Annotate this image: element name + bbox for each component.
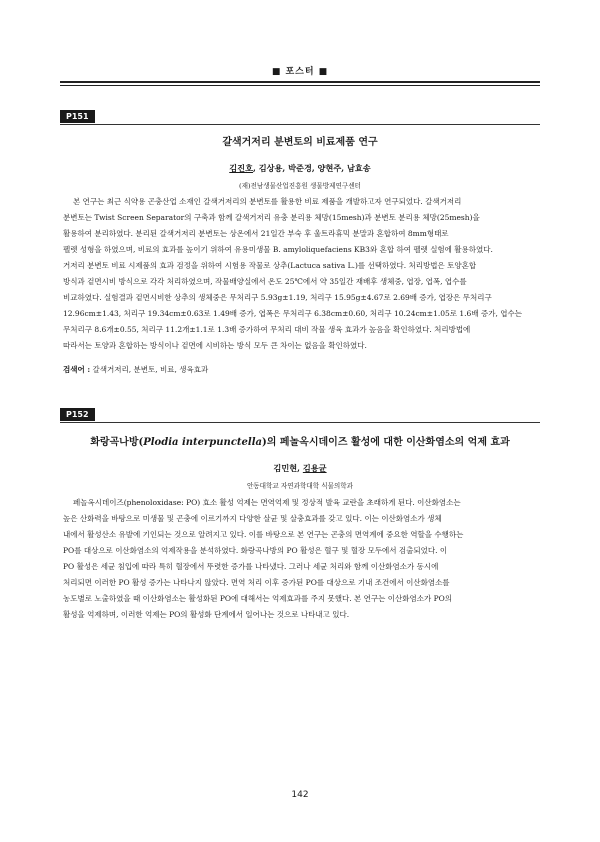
abstract-title <box>60 433 540 448</box>
body-line: 페놀옥시데이즈(phenoloxidase: PO) 효소 활성 억제는 면역억제 및 정상적 발육 교란을 초래하게 된다. 이산화염소는 <box>73 498 461 507</box>
presenting-author: 김진호 <box>229 163 253 173</box>
title-prefix: 화랑곡나방( <box>90 437 144 448</box>
author-list <box>60 163 540 174</box>
header-rule-thin <box>60 85 540 86</box>
abstract-id-tag: P152 <box>60 408 95 421</box>
co-authors: 김민현, <box>273 463 303 473</box>
body-line: 농도별로 노출하였을 때 이산화염소는 활성화된 PO에 대해서는 억제효과를 주지 못했다. 본 연구는 이산화염소가 PO의 <box>63 594 453 603</box>
title-suffix: )의 페놀옥시데이즈 활성에 대한 이산화염소의 억제 효과 <box>261 437 510 448</box>
body-line: PO를 대상으로 이산화염소의 억제작용을 분석하였다. 화랑곡나방의 PO 활성은 혈구 및 혈장 모두에서 검출되었다. 이 <box>63 546 448 555</box>
body-line: 무처리구 8.6개±0.55, 처리구 11.2개±1.1로 1.3배 증가하여 무처리 대비 작물 생육 효과가 높음을 확인하였다. 처리방법에 <box>63 325 471 334</box>
affiliation: (재)전남생물산업진흥원 생물방제연구센터 <box>239 182 361 190</box>
keywords-text: 갈색거저리, 분변토, 비료, 생육효과 <box>90 365 209 374</box>
co-authors: , 김상용, 박준경, 양현주, 남효송 <box>253 163 371 173</box>
abstract-body <box>63 495 537 623</box>
presenting-author: 김용균 <box>302 463 327 473</box>
keywords <box>63 364 537 375</box>
body-line: 처리되면 이러한 PO 활성 증가는 나타나지 않았다. 면역 처리 이후 증가된 PO를 대상으로 기내 조건에서 이산화염소를 <box>63 578 450 587</box>
abstract-body <box>63 194 537 354</box>
page-number: 142 <box>291 790 309 800</box>
body-line: 따라서는 토양과 혼합하는 방식이나 겉면에 시비하는 방식 모두 큰 차이는 없음을 확인하였다. <box>63 341 367 350</box>
body-line: 방식과 겉면시비 방식으로 각각 처리하였으며, 작물배양실에서 온도 25℃에서 약 35일간 재배후 생체중, 엽장, 엽폭, 엽수를 <box>63 277 467 286</box>
body-line: 12.96cm±1.43, 처리구 19.34cm±0.63로 1.49배 증가, 엽폭은 무처리구 6.38cm±0.60, 처리구 10.24cm±1.05로 1.6배 증가, 엽수는 <box>63 309 522 318</box>
body-line: 비교하였다. 실험결과 겉면시비한 상추의 생체중은 무처리구 5.93g±1.19, 처리구 15.95g±4.67로 2.69배 증가, 엽장은 무처리구 <box>63 293 492 302</box>
author-list <box>60 463 540 474</box>
keywords-label: 검색어 : <box>63 365 91 374</box>
affiliation: 안동대학교 자연과학대학 식물의학과 <box>246 482 354 490</box>
section-header: ■ 포스터 ■ <box>271 67 329 77</box>
body-line: 거저리 분변토 비료 시제품의 효과 검정을 위하여 시험용 작물로 상추(Lactuca sativa L.)를 선택하였다. 처리방법은 토양혼합 <box>63 261 477 270</box>
body-line: 본 연구는 최근 식약용 곤충산업 소재인 갈색거저리의 분변토를 활용한 비료 제품을 개발하고자 연구되었다. 갈색거저리 <box>73 197 462 206</box>
body-line: 내에서 활성산소 유발에 기인되는 것으로 알려지고 있다. 이를 바탕으로 본 연구는 곤충의 면역계에 중요한 역할을 수행하는 <box>63 530 464 539</box>
body-line: 분변토는 Twist Screen Separator의 구축과 함께 갈색거저리 유충 분리용 체망(15mesh)과 분변토 분리용 체망(25mesh)을 <box>63 213 480 222</box>
abstract-id-tag: P151 <box>60 110 95 123</box>
body-line: 펠렛 성형을 하였으며, 비료의 효과를 높이기 위하여 유용미생물 B. amyloliquefaciens KB3와 혼합 하여 펠렛 실험에 활용하였다. <box>63 245 493 254</box>
body-line: 높은 산화력을 바탕으로 미생물 및 곤충에 이르기까지 다양한 살균 및 살충효과를 갖고 있다. 이는 이산화염소가 생체 <box>63 514 442 523</box>
header-rule <box>60 81 540 83</box>
abstract-title: 갈색거저리 분변토의 비료제품 연구 <box>222 137 378 148</box>
abstract-divider <box>60 422 540 423</box>
body-line: PO 활성은 세균 침입에 따라 특히 혈장에서 뚜렷한 증가를 나타냈다. 그러나 세균 처리와 함께 이산화염소가 동시에 <box>63 562 439 571</box>
body-line: 활용하여 분리하였다. 분리된 갈색거저리 분변토는 상온에서 21일간 부숙 후 울트라휴믹 분말과 혼합하여 8mm형태로 <box>63 229 449 238</box>
body-line: 활성을 억제하며, 이러한 억제는 PO의 활성화 단계에서 일어나는 것으로 나타내고 있다. <box>63 610 350 619</box>
species-name: Plodia interpunctella <box>143 437 262 448</box>
abstract-divider <box>60 124 540 125</box>
